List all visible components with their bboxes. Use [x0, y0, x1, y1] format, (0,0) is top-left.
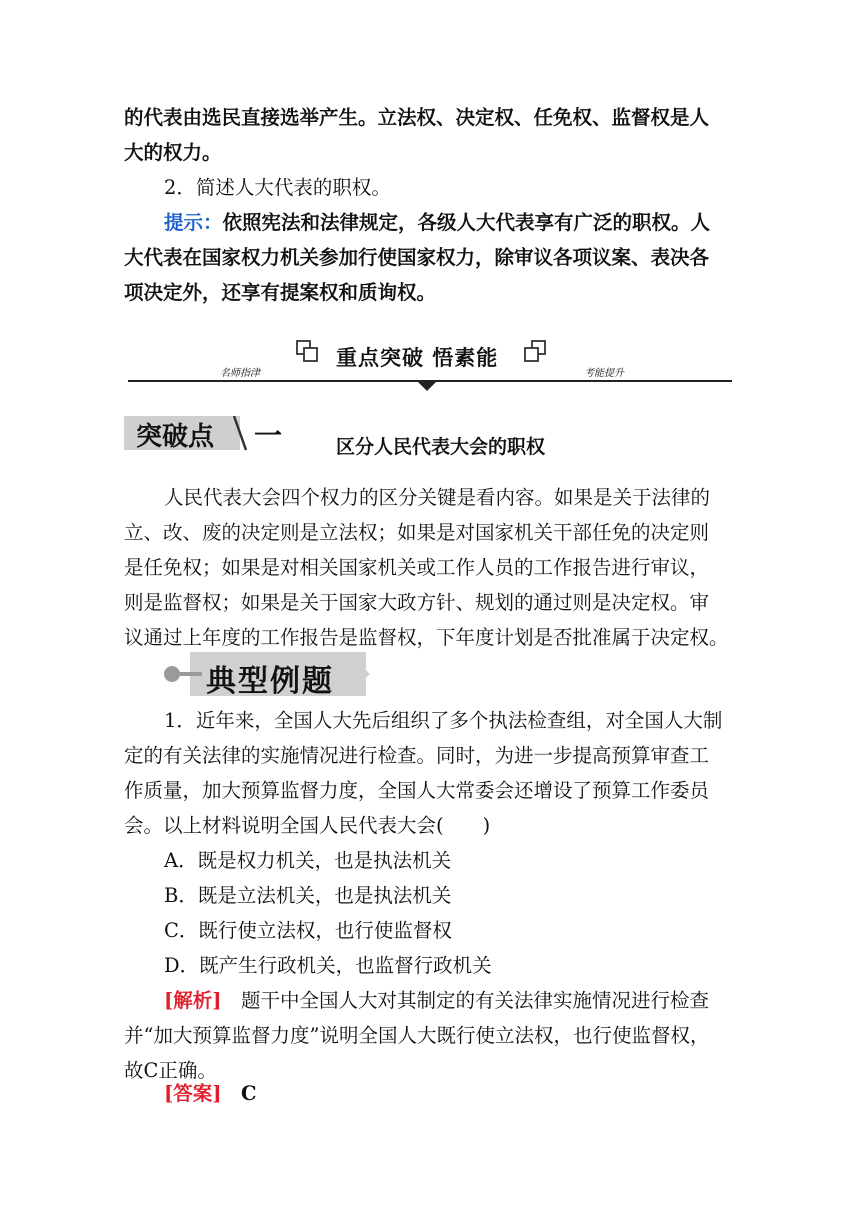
breakthrough-line-4: 则是监督权；如果是关于国家大政方针、规划的通过则是决定权。审	[124, 591, 710, 614]
hint-line-2: 大代表在国家权力机关参加行使国家权力，除审议各项议案、表决各	[124, 246, 710, 269]
breakthrough-paragraph	[124, 480, 738, 655]
option-c: C．既行使立法权，也行使监督权	[164, 919, 452, 942]
slash-deco-icon	[232, 416, 252, 452]
answer-value: C	[221, 1082, 257, 1105]
question-1-line-2: 定的有关法律的实施情况进行检查。同时，为进一步提高预算审查工	[124, 744, 710, 767]
hint-line-1	[124, 205, 738, 240]
hint-text-1: 依照宪法和法律规定，各级人大代表享有广泛的职权。人	[222, 211, 711, 234]
examples-header	[160, 652, 370, 698]
hint-line-3: 项决定外，还享有提案权和质询权。	[124, 281, 437, 304]
question-2-text: 2．简述人大代表的职权。	[164, 176, 391, 199]
analysis-line-2: 并“加大预算监督力度”说明全国人大既行使立法权，也行使监督权，	[124, 1024, 710, 1047]
hint-paragraph	[124, 205, 738, 310]
banner-title: 重点突破 悟素能	[336, 346, 499, 370]
breakthrough-line-2: 立、改、废的决定则是立法权；如果是对国家机关干部任免的决定则	[124, 521, 710, 544]
intro-paragraph	[124, 100, 738, 170]
answer-line	[124, 1076, 738, 1111]
bullet-dot-icon	[164, 666, 180, 682]
breakthrough-line-1: 人民代表大会四个权力的区分关键是看内容。如果是关于法律的	[164, 486, 711, 509]
examples-header-text: 典型例题	[206, 664, 334, 699]
section-banner	[128, 334, 732, 390]
examples-header-edge	[346, 652, 370, 696]
option-d: D．既产生行政机关，也监督行政机关	[164, 954, 492, 977]
question-2	[164, 170, 738, 205]
square-deco-icon	[296, 340, 318, 362]
analysis-text-1: 题干中全国人大对其制定的有关法律实施情况进行检查	[221, 989, 709, 1012]
breakthrough-title: 区分人民代表大会的职权	[336, 436, 546, 458]
square-deco-icon	[524, 340, 546, 362]
analysis-paragraph	[124, 983, 738, 1088]
question-1-line-1: 1．近年来，全国人大先后组织了多个执法检查组，对全国人大制	[164, 709, 723, 732]
breakthrough-number: 一	[254, 419, 283, 452]
analysis-line-1	[124, 983, 738, 1018]
banner-left-subtitle: 名师指津	[220, 368, 260, 379]
intro-line-2: 大的权力。	[124, 141, 222, 164]
banner-down-arrow-icon	[418, 382, 436, 391]
breakthrough-line-3: 是任免权；如果是对相关国家机关或工作人员的工作报告进行审议，	[124, 556, 710, 579]
question-1-line-3: 作质量，加大预算监督力度，全国人大常委会还增设了预算工作委员	[124, 779, 710, 802]
question-1-line-4: 会。以上材料说明全国人民代表大会( )	[124, 814, 491, 837]
option-b: B．既是立法机关，也是执法机关	[164, 884, 452, 907]
breakthrough-label-text: 突破点	[136, 422, 215, 452]
answer-label: [答案]	[164, 1082, 222, 1105]
option-a: A．既是权力机关，也是执法机关	[164, 849, 452, 872]
breakthrough-label	[124, 414, 294, 454]
breakthrough-line-5: 议通过上年度的工作报告是监督权，下年度计划是否批准属于决定权。	[124, 626, 729, 649]
analysis-label: [解析]	[164, 989, 222, 1012]
answer-paragraph	[124, 1076, 738, 1111]
intro-line-1: 的代表由选民直接选举产生。立法权、决定权、任免权、监督权是人	[124, 106, 710, 129]
hint-label: 提示：	[164, 211, 223, 234]
banner-right-subtitle: 考能提升	[584, 368, 624, 379]
analysis-line-3: 故C正确。	[124, 1059, 217, 1082]
example-question-1	[124, 703, 738, 983]
